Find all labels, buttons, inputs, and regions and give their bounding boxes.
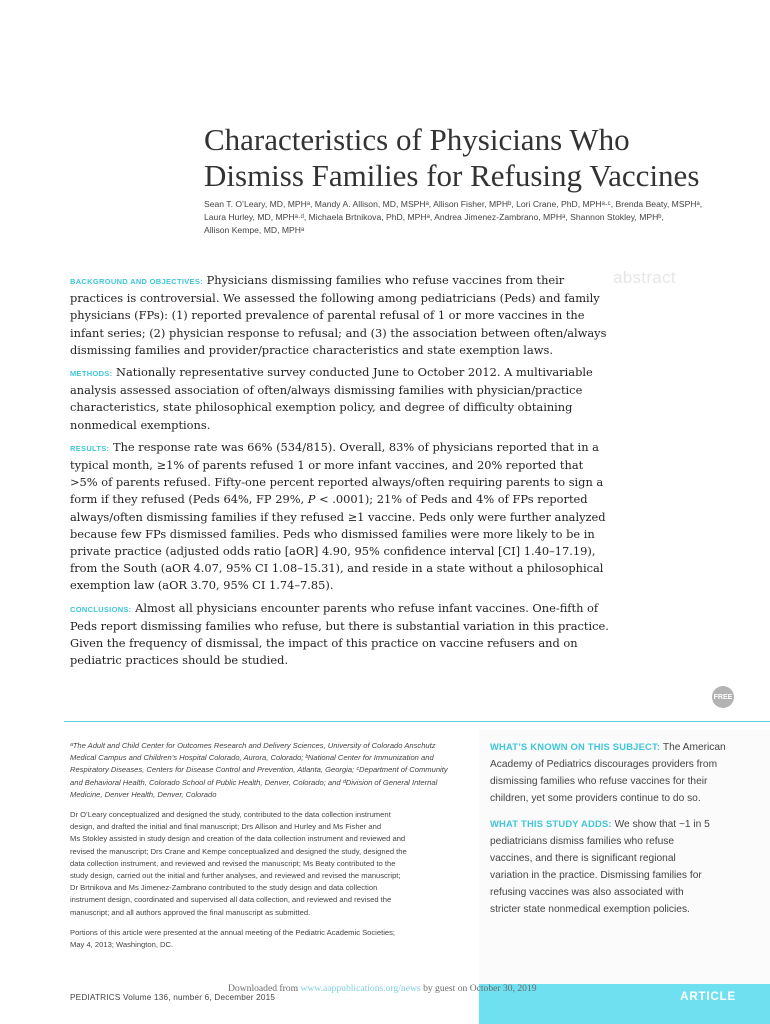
abstract-line	[70, 364, 610, 382]
abstract-line	[70, 272, 610, 290]
p-value-symbol: P	[307, 492, 316, 507]
abstract-line: from the South (aOR 4.07, 95% CI 1.08–15.31), and reside in a state without a philosophical	[70, 561, 604, 576]
abstract-line: nonmedical exemptions.	[70, 417, 211, 432]
affiliation-line: Medicine, Denver Health, Denver, Colorado	[70, 789, 217, 799]
affiliation-line: Medical Campus and Children’s Hospital Colorado, Aurora, Colorado; ᵇNational Center for Immunization and	[70, 753, 434, 763]
journal-citation: PEDIATRICS Volume 136, number 6, December 2015	[70, 993, 276, 1002]
affiliation-line: ᵃThe Adult and Child Center for Outcomes Research and Delivery Sciences, University of Colorado Anschutz	[70, 741, 436, 750]
key-point-line	[490, 815, 768, 833]
study-adds-label: WHAT THIS STUDY ADDS:	[490, 818, 612, 829]
key-point-line: stricter state nonmedical exemption policies.	[490, 904, 690, 915]
what-study-adds	[490, 815, 768, 918]
abstract-line: exemption law (aOR 3.70, 95% CI 1.74–7.85).	[70, 578, 334, 593]
abstract-line: analysis assessed association of often/always dismissing families with physician/practice	[70, 383, 583, 398]
methods-label: METHODS:	[70, 369, 113, 379]
whats-known-label: WHAT’S KNOWN ON THIS SUBJECT:	[490, 741, 661, 752]
title-line: Dismiss Families for Refusing Vaccines	[204, 158, 700, 193]
abstract-line: dismissing families and provider/practice characteristics and state exemption laws.	[70, 342, 553, 357]
contribution-line: design, and drafted the initial and final manuscript; Drs Allison and Hurley and Ms Fisher and	[70, 822, 382, 832]
abstract-results	[70, 439, 610, 595]
section-divider	[64, 721, 770, 722]
abstract-text: Nationally representative survey conducted June to October 2012. A multivariable	[116, 365, 593, 380]
abstract-line: private practice (adjusted odds ratio [aOR] 4.90, 95% confidence interval [CI] 1.40–17.19),	[70, 544, 596, 559]
key-points	[490, 738, 768, 926]
free-access-badge: FREE	[712, 686, 734, 708]
key-point-line: children, yet some providers continue to do so.	[490, 793, 701, 804]
author-line: Sean T. O’Leary, MD, MPHᵃ, Mandy A. Allison, MD, MSPHᵃ, Allison Fisher, MPHᵇ, Lori Crane, PhD, MPHᵃ·ᶜ, Brenda Beaty, MSPHᵃ,	[204, 199, 703, 209]
author-contributions	[70, 809, 470, 919]
key-point-line: vaccines, and there is significant regional	[490, 853, 676, 864]
presentation-line: Portions of this article were presented at the annual meeting of the Pediatric Academic Societies;	[70, 927, 396, 937]
abstract-text: form if they refused (Peds 64%, FP 29%,	[70, 492, 305, 507]
download-suffix: by guest on October 30, 2019	[423, 983, 537, 994]
contribution-line: Dr O’Leary conceptualized and designed the study, contributed to the data collection instrument	[70, 810, 391, 820]
abstract-section-tag: abstract	[613, 268, 676, 287]
affiliations	[70, 740, 470, 801]
author-list	[204, 198, 764, 237]
key-point-line: pediatricians dismiss families who refuse	[490, 836, 675, 847]
key-point-line: refusing vaccines was also associated with	[490, 887, 684, 898]
download-link[interactable]: www.aappublications.org/news	[300, 983, 421, 994]
abstract-line: because few FPs dismissed families. Peds who dismissed families were more likely to be in	[70, 526, 595, 541]
article-type-label: ARTICLE	[680, 990, 736, 1003]
key-point-line: Academy of Pediatrics discourages providers from	[490, 759, 718, 770]
whats-known	[490, 738, 768, 807]
abstract-line: characteristics, state philosophical exemption policy, and degree of difficulty obtaining	[70, 400, 573, 415]
abstract	[70, 272, 610, 674]
author-line: Allison Kempe, MD, MPHᵃ	[204, 225, 305, 235]
key-point-text: We show that ~1 in 5	[614, 819, 710, 830]
abstract-line	[70, 600, 610, 618]
key-point-text: The American	[662, 742, 726, 753]
abstract-line: Peds report dismissing families who refuse, but there is substantial variation in this practice.	[70, 618, 609, 633]
abstract-line: >5% of parents refused. Fifty-one percent reported always/often requiring parents to sign a	[70, 475, 604, 490]
title-line: Characteristics of Physicians Who	[204, 122, 630, 157]
abstract-line: Given the frequency of dismissal, the impact of this practice on vaccine refusers and on	[70, 636, 578, 651]
abstract-line	[70, 491, 610, 508]
footnotes	[70, 740, 470, 959]
conclusions-label: CONCLUSIONS:	[70, 604, 132, 614]
contribution-line: instrument design, coordinated and supervised all data collection, and reviewed and revised the	[70, 895, 392, 905]
contribution-line: revised the manuscript; Drs Crane and Kempe conceptualized and designed the study, designed the	[70, 846, 407, 856]
contribution-line: data collection instrument, and reviewed and revised the manuscript; Ms Beaty contributed to the	[70, 858, 396, 868]
contribution-line: Ms Stokley assisted in study design and creation of the data collection instrument and reviewed and	[70, 834, 406, 844]
contribution-line: study design, carried out the initial and further analyses, and reviewed and revised the manuscript;	[70, 871, 401, 881]
abstract-conclusions	[70, 600, 610, 670]
presentation-note	[70, 927, 470, 951]
author-line: Laura Hurley, MD, MPHᵃ·ᵈ, Michaela Brtnikova, PhD, MPHᵃ, Andrea Jimenez-Zambrano, MPHᵃ, Shannon Stokley, MPHᵇ,	[204, 212, 664, 222]
key-point-line: dismissing families who refuse vaccines for their	[490, 776, 708, 787]
presentation-line: May 4, 2013; Washington, DC.	[70, 940, 174, 950]
abstract-text: Physicians dismissing families who refuse vaccines from their	[206, 273, 565, 287]
article-title	[204, 122, 754, 194]
abstract-line: pediatric practices should be studied.	[70, 653, 289, 668]
abstract-line: physicians (FPs): (1) reported prevalence of parental refusal of 1 or more vaccines in the	[70, 308, 585, 323]
background-label: BACKGROUND AND OBJECTIVES:	[70, 277, 203, 286]
abstract-methods	[70, 364, 610, 434]
download-prefix: Downloaded from	[228, 983, 299, 994]
abstract-line: always/often dismissing families if they refused ≥1 vaccine. Peds only were further analyzed	[70, 509, 606, 524]
download-notice	[228, 983, 628, 994]
abstract-text: Almost all physicians encounter parents who refuse infant vaccines. One-fifth of	[135, 600, 599, 615]
results-label: RESULTS:	[70, 443, 110, 453]
contribution-line: Dr Brtnikova and Ms Jimenez-Zambrano contributed to the study design and data collection	[70, 883, 378, 893]
key-point-line: variation in the practice. Dismissing families for	[490, 870, 702, 881]
affiliation-line: Respiratory Diseases, Centers for Disease Control and Prevention, Atlanta, Georgia; ᶜDepartment of Community	[70, 765, 448, 775]
abstract-line: practices is controversial. We assessed the following among pediatricians (Peds) and family	[70, 291, 600, 306]
abstract-line: typical month, ≥1% of parents refused 1 or more infant vaccines, and 20% reported that	[70, 458, 584, 473]
affiliation-line: and Behavioral Health, Colorado School of Public Health, Denver, Colorado; and ᵈDivision of General Internal	[70, 777, 438, 787]
abstract-line	[70, 439, 610, 457]
contribution-line: manuscript; and all authors approved the final manuscript as submitted.	[70, 907, 311, 917]
abstract-text: < .0001); 21% of Peds and 4% of FPs reported	[319, 492, 588, 507]
abstract-text: The response rate was 66% (534/815). Overall, 83% of physicians reported that in a	[112, 439, 599, 454]
abstract-line: infant series; (2) physician response to refusal; and (3) the association between often/always	[70, 325, 607, 340]
key-point-line	[490, 738, 768, 756]
abstract-background	[70, 272, 610, 359]
